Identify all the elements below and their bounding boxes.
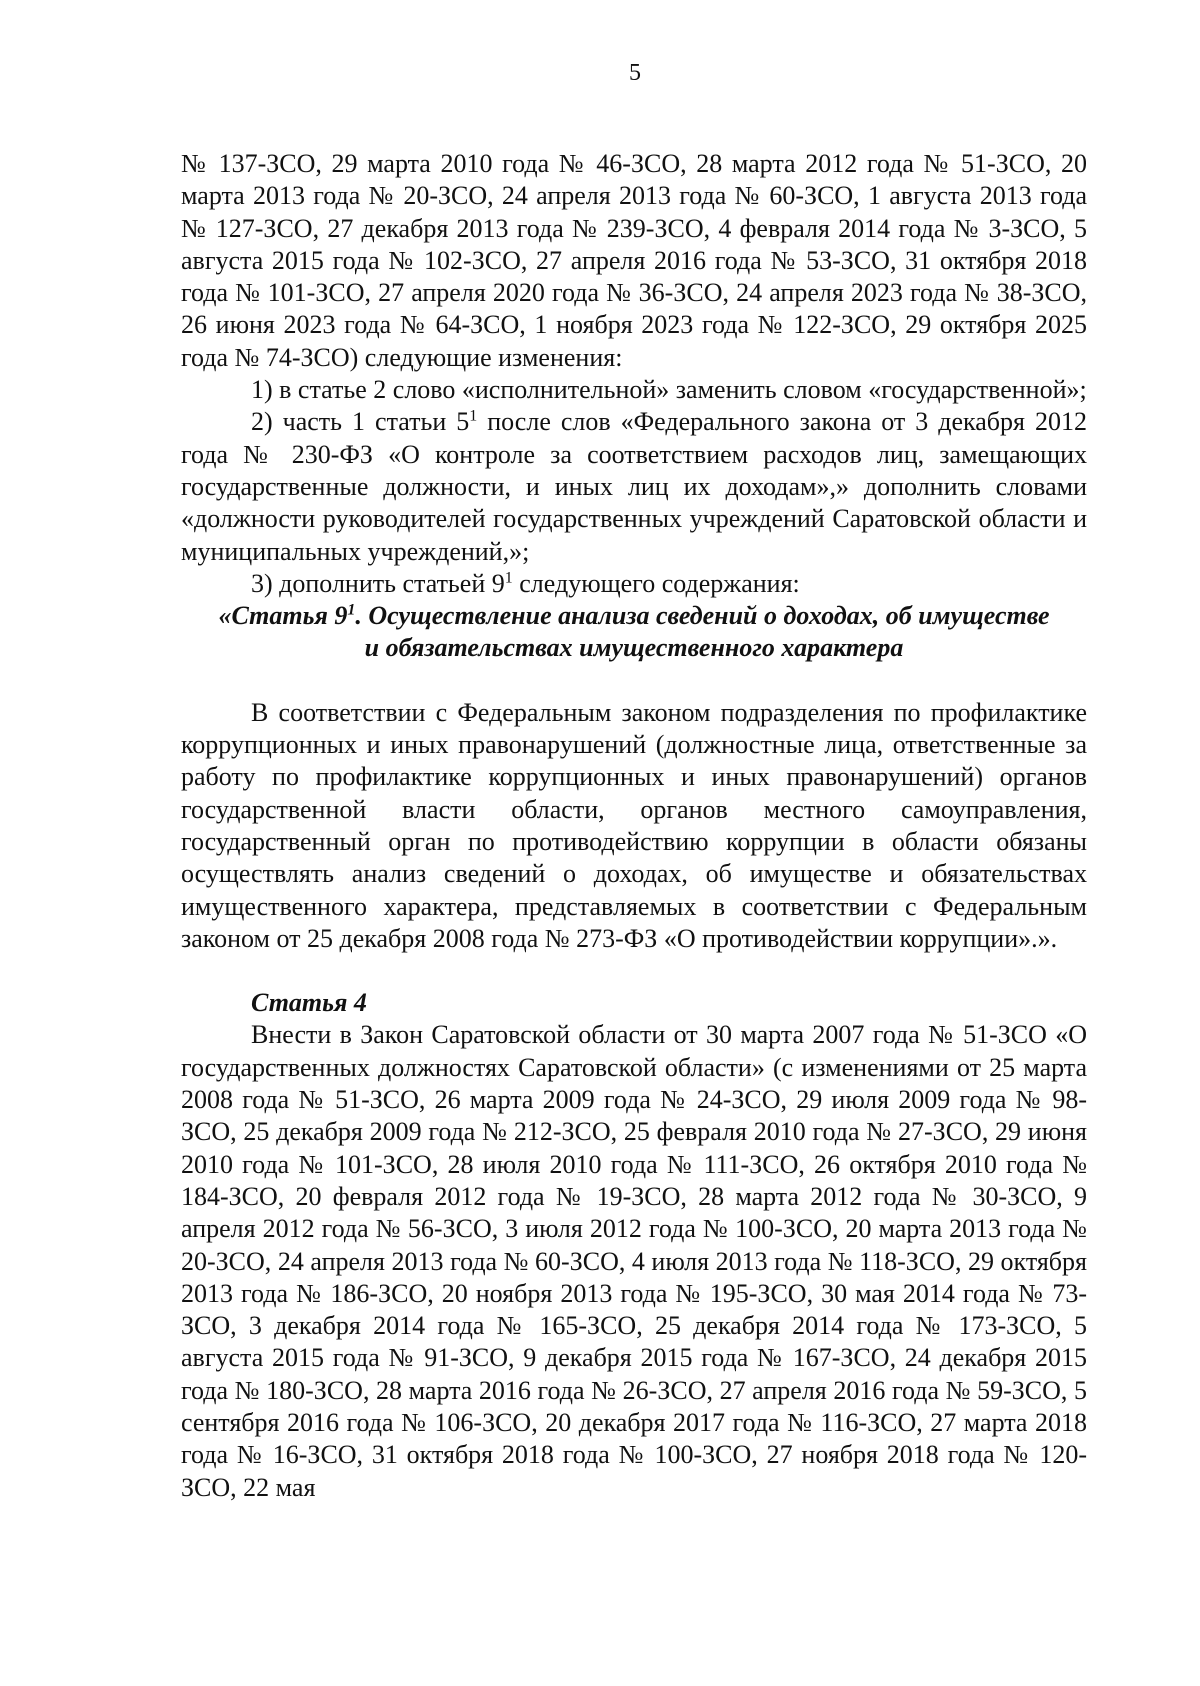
amendment-item-3 <box>181 568 1087 600</box>
article-4-title: Статья 4 <box>251 988 367 1018</box>
paragraph-intro: № 137-ЗСО, 29 марта 2010 года № 46-ЗСО, 28 марта 2012 года № 51-ЗСО, 20 марта 2013 года № 20-ЗСО, 24 апреля 2013 года № 60-ЗСО, 1 августа 2013 года № 127-ЗСО, 27 декабря 2013 года № 239-ЗСО, 4 февраля 2014 года № 3-ЗСО, 5 августа 2015 года № 102-ЗСО, 27 апреля 2016 года № 53-ЗСО, 31 октября 2018 года № 101-ЗСО, 27 апреля 2020 года № 36-ЗСО, 24 апреля 2023 года № 38-ЗСО, 26 июня 2023 года № 64-ЗСО, 1 ноября 2023 года № 122-ЗСО, 29 октября 2025 года № 74-ЗСО) следующие изменения: <box>181 149 1087 372</box>
article-heading-line2: и обязательствах имущественного характера <box>364 633 904 663</box>
amendment-item-3-superscript: 1 <box>504 569 513 587</box>
amendment-item-2 <box>181 406 1087 567</box>
article-heading-prefix: «Статья 9 <box>218 601 348 631</box>
article-heading-line1: . Осуществление анализа сведений о доходах, об имуществе <box>355 601 1050 631</box>
document-body <box>181 148 1087 1504</box>
spacer <box>181 665 1087 697</box>
amendment-item-3-rest: следующего содержания: <box>512 568 800 598</box>
amendment-item-2-rest: после слов «Федерального закона от 3 декабря 2012 года № 230-ФЗ «О контроле за соответствием расходов лиц, замещающих государственные должности, и иных лиц их доходам»,» дополнить словами «должности руководителей государственных учреждений Саратовской области и муниципальных учреждений,»; <box>181 407 1087 566</box>
amendment-item-3-start: 3) дополнить статьей 9 <box>251 568 505 598</box>
amendment-item-2-start: 2) часть 1 статьи 5 <box>251 407 470 437</box>
article-heading-superscript: 1 <box>347 601 356 619</box>
amendment-item-2-superscript: 1 <box>469 407 478 425</box>
article-body: В соответствии с Федеральным законом подразделения по профилактике коррупционных и иных правонарушений (должностные лица, ответственные за работу по профилактике коррупционных и иных правонарушений) органов государственной власти области, органов местного самоуправления, государственный орган по противодействию коррупции в области обязаны осуществлять анализ сведений о доходах, об имуществе и обязательствах имущественного характера, представляемых в соответствии с Федеральным законом от 25 декабря 2008 года № 273-ФЗ «О противодействии коррупции».». <box>181 697 1087 953</box>
article-heading <box>181 600 1087 665</box>
article-4-body: Внести в Закон Саратовской области от 30 марта 2007 года № 51-ЗСО «О государственных должностях Саратовской области» (с изменениями от 25 марта 2008 года № 51-ЗСО, 26 марта 2009 года № 24-ЗСО, 29 июля 2009 года № 98-ЗСО, 25 декабря 2009 года № 212-ЗСО, 25 февраля 2010 года № 27-ЗСО, 29 июня 2010 года № 101-ЗСО, 28 июля 2010 года № 111-ЗСО, 26 октября 2010 года № 184-ЗСО, 20 февраля 2012 года № 19-ЗСО, 28 марта 2012 года № 30-ЗСО, 9 апреля 2012 года № 56-ЗСО, 3 июля 2012 года № 100-ЗСО, 20 марта 2013 года № 20-ЗСО, 24 апреля 2013 года № 60-ЗСО, 4 июля 2013 года № 118-ЗСО, 29 октября 2013 года № 186-ЗСО, 20 ноября 2013 года № 195-ЗСО, 30 мая 2014 года № 73-ЗСО, 3 декабря 2014 года № 165-ЗСО, 25 декабря 2014 года № 173-ЗСО, 5 августа 2015 года № 91-ЗСО, 9 декабря 2015 года № 167-ЗСО, 24 декабря 2015 года № 180-ЗСО, 28 марта 2016 года № 26-ЗСО, 27 апреля 2016 года № 59-ЗСО, 5 сентября 2016 года № 106-ЗСО, 20 декабря 2017 года № 116-ЗСО, 27 марта 2018 года № 16-ЗСО, 31 октября 2018 года № 100-ЗСО, 27 ноября 2018 года № 120-ЗСО, 22 мая <box>181 1020 1087 1502</box>
amendment-item-1: 1) в статье 2 слово «исполнительной» заменить словом «государственной»; <box>251 375 1087 405</box>
page-number: 5 <box>629 60 641 86</box>
